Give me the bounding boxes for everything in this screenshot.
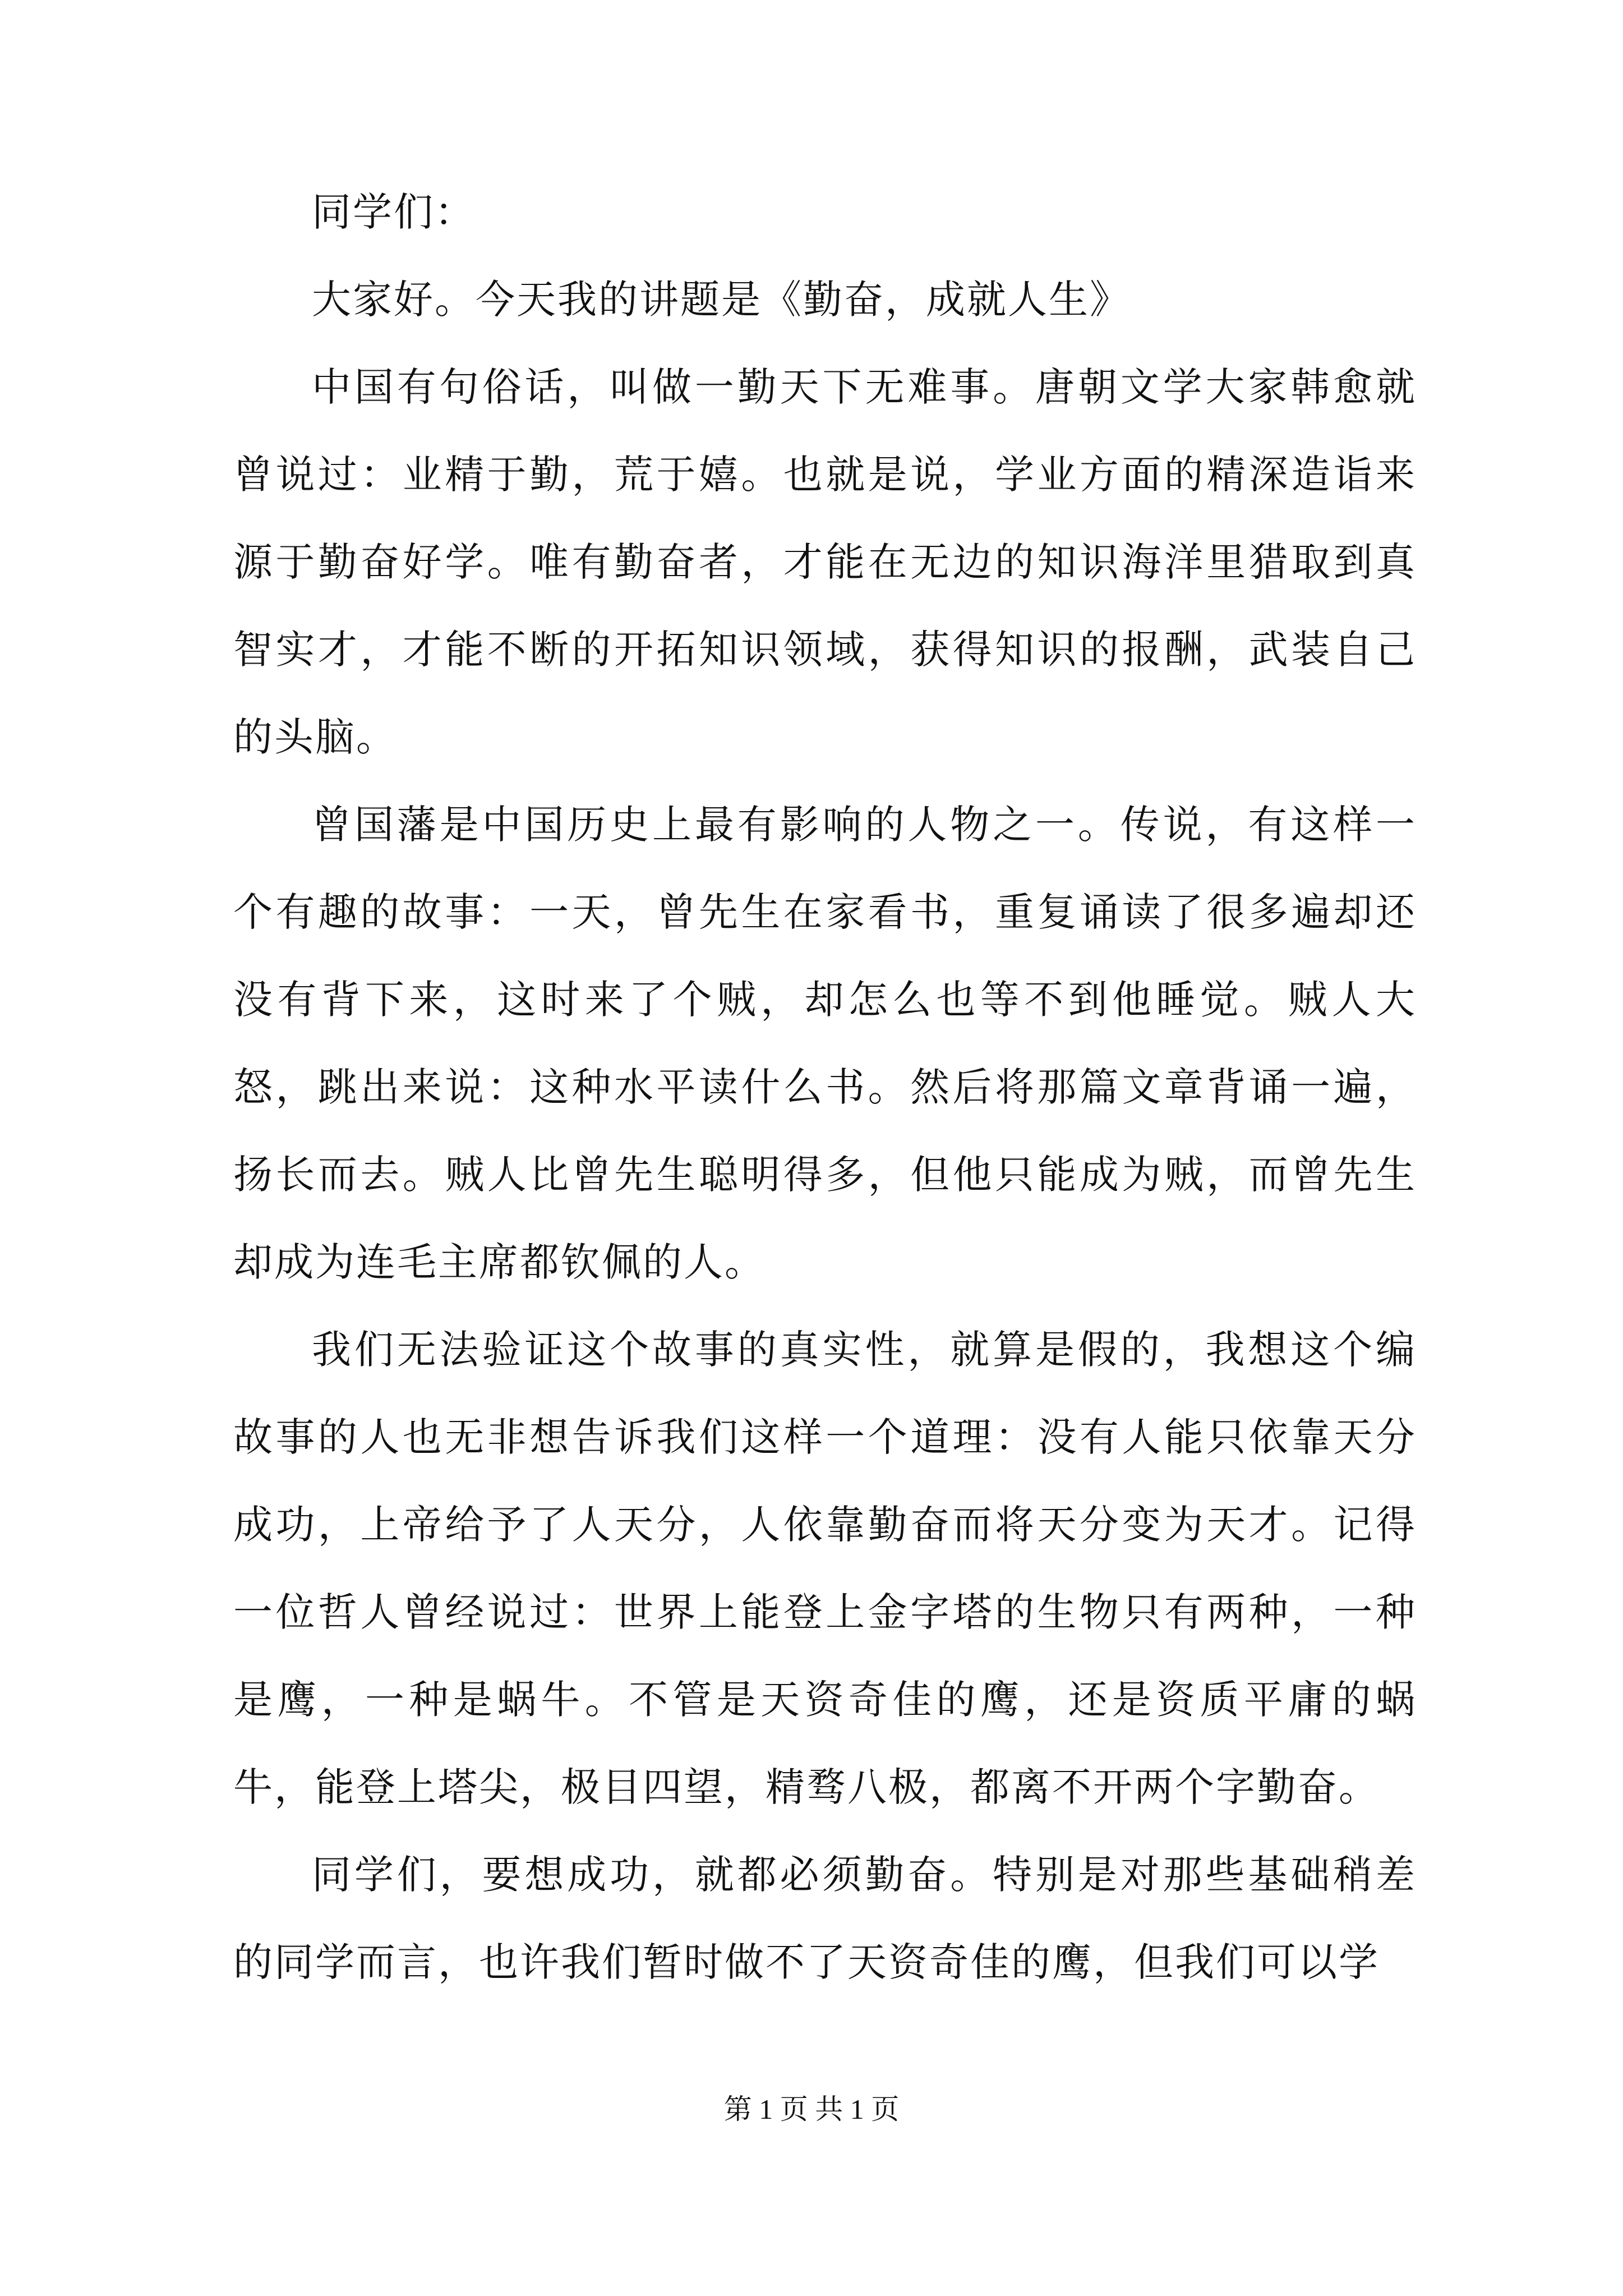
greeting-paragraph: 大家好。今天我的讲题是《勤奋，成就人生》 (312, 277, 1131, 323)
salutation: 同学们： (312, 189, 476, 235)
paragraph-eagle-snail: 我们无法验证这个故事的真实性，就算是假的，我想这个编故事的人也无非想告诉我们这样一个道理：没有人能只依靠天分成功，上帝给予了人天分，人依靠勤奋而将天分变为天才。记得一位哲人曾经说过：世界上能登上金字塔的生物只有两种，一种是鹰，一种是蜗牛。不管是天资奇佳的鹰，还是资质平庸的蜗牛，能登上塔尖，极目四望，精骛八极，都离不开两个字勤奋。 (233, 1327, 1417, 1810)
paragraph-zeng-guofan-story: 曾国藩是中国历史上最有影响的人物之一。传说，有这样一个有趣的故事：一天，曾先生在家看书，重复诵读了很多遍却还没有背下来，这时来了个贼，却怎么也等不到他睡觉。贼人大怒，跳出来说：这种水平读什么书。然后将那篇文章背诵一遍，扬长而去。贼人比曾先生聪明得多，但他只能成为贼，而曾先生却成为连毛主席都钦佩的人。 (233, 802, 1417, 1285)
page-number-footer: 第 1 页 共 1 页 (723, 2093, 900, 2125)
paragraph-call-to-action: 同学们，要想成功，就都必须勤奋。特别是对那些基础稍差的同学而言，也许我们暂时做不了天资奇佳的鹰，但我们可以学 (233, 1852, 1417, 1985)
paragraph-diligence-proverb: 中国有句俗话，叫做一勤天下无难事。唐朝文学大家韩愈就曾说过：业精于勤，荒于嬉。也就是说，学业方面的精深造诣来源于勤奋好学。唯有勤奋者，才能在无边的知识海洋里猎取到真智实才，才能不断的开拓知识领域，获得知识的报酬，武装自己的头脑。 (233, 364, 1417, 760)
document-body (233, 168, 1417, 2006)
